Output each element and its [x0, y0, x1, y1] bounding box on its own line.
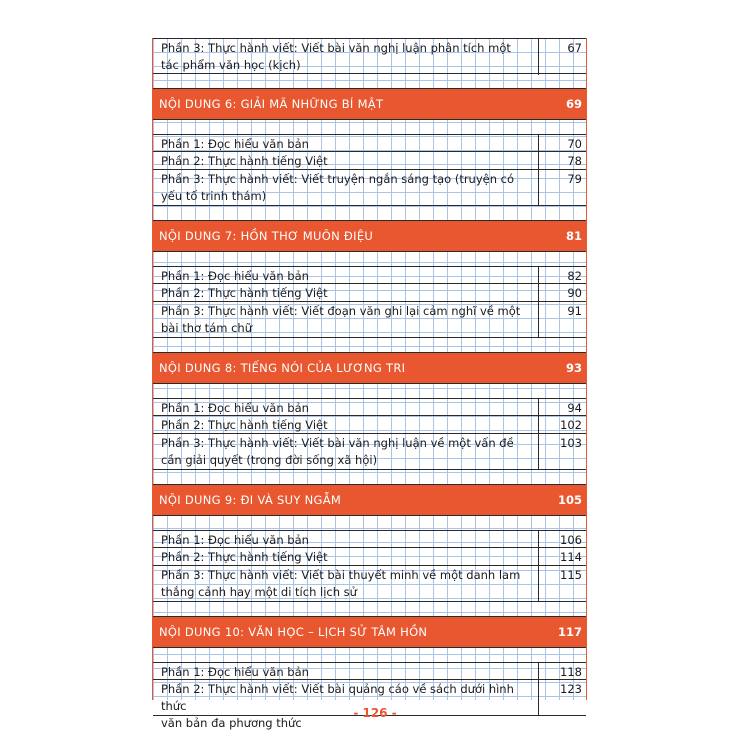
toc-entry-page: 90: [567, 286, 582, 300]
toc-entry-page: 82: [567, 269, 582, 283]
toc-entry-page: 70: [567, 137, 582, 151]
toc-entry-page: 94: [567, 401, 582, 415]
toc-entry-page: 106: [560, 533, 582, 547]
toc-entry-page: 114: [560, 550, 582, 564]
page-number-footer: - 126 -: [353, 706, 397, 720]
section-heading-page: 105: [557, 493, 582, 507]
toc-entry-title: Phần 3: Thực hành viết: Viết đoạn văn ghi lại cảm nghĩ về một bài thơ tám chữ: [161, 304, 521, 335]
section-heading-band: [153, 616, 586, 648]
toc-row: [153, 170, 586, 206]
toc-entry-title: Phần 2: Thực hành tiếng Việt: [161, 550, 328, 564]
toc-row: [153, 530, 586, 548]
toc-entry-page: 78: [567, 154, 582, 168]
toc-entry-title: Phần 1: Đọc hiểu văn bản: [161, 665, 309, 679]
toc-entry-title: Phần 2: Thực hành tiếng Việt: [161, 154, 328, 168]
section-heading-title: NỘI DUNG 7: HỒN THƠ MUÔN ĐIỆU: [159, 229, 374, 243]
toc-entry-title: Phần 1: Đọc hiểu văn bản: [161, 533, 309, 547]
section-heading-title: NỘI DUNG 6: GIẢI MÃ NHỮNG BÍ MẬT: [159, 97, 384, 111]
toc-entry-page: 91: [567, 304, 582, 318]
toc-entry-title: Phần 1: Đọc hiểu văn bản: [161, 401, 309, 415]
section-heading-band: [153, 484, 586, 516]
toc-row: [153, 566, 586, 602]
toc-entry-title: Phần 3: Thực hành viết: Viết bài thuyết minh về một danh lam thắng cảnh hay một di tích lịch sử: [161, 568, 521, 599]
toc-row: [153, 152, 586, 170]
toc-entry-title: Phần 1: Đọc hiểu văn bản: [161, 269, 309, 283]
toc-row: [153, 434, 586, 470]
toc-entry-title: Phần 2: Thực hành tiếng Việt: [161, 286, 328, 300]
section-heading-title: NỘI DUNG 9: ĐI VÀ SUY NGẪM: [159, 493, 342, 507]
toc-entry-title: Phần 3: Thực hành viết: Viết bài văn nghị luận phân tích một tác phẩm văn học (kịch): [161, 41, 511, 72]
toc-entry-title: Phần 2: Thực hành tiếng Việt: [161, 418, 328, 432]
toc-row: [153, 266, 586, 284]
toc-row: [153, 134, 586, 152]
toc-row: [153, 284, 586, 302]
toc-entry-page: 118: [560, 665, 582, 679]
toc-row: [153, 662, 586, 680]
section-heading-band: [153, 88, 586, 120]
section-heading-page: 81: [565, 229, 582, 243]
section-heading-band: [153, 352, 586, 384]
toc-entry-title: Phần 1: Đọc hiểu văn bản: [161, 137, 309, 151]
section-heading-page: 93: [565, 361, 582, 375]
toc-row: [153, 416, 586, 434]
toc-entry-page: 79: [567, 172, 582, 186]
toc-row: [153, 302, 586, 338]
toc-entry-page: 67: [567, 41, 582, 55]
section-heading-title: NỘI DUNG 10: VĂN HỌC – LỊCH SỬ TÂM HỒN: [159, 625, 428, 639]
toc-entry-title: Phần 3: Thực hành viết: Viết bài văn nghị luận về một vấn đề cần giải quyết (trong đời sống xã hội): [161, 436, 514, 467]
toc-entry-page: 103: [560, 436, 582, 450]
section-heading-band: [153, 220, 586, 252]
toc-entry-title: Phần 3: Thực hành viết: Viết truyện ngắn sáng tạo (truyện có yếu tố trinh thám): [161, 172, 515, 203]
toc-entry-title: Phần 2: Thực hành viết: Viết bài quảng cáo về sách dưới hình thức văn bản đa phương thức: [161, 682, 514, 730]
toc-entry-page: 115: [560, 568, 582, 582]
toc-entry-page: 123: [560, 682, 582, 696]
toc-row: [153, 38, 586, 74]
section-heading-title: NỘI DUNG 8: TIẾNG NÓI CỦA LƯƠNG TRI: [159, 361, 406, 375]
toc-row: [153, 548, 586, 566]
toc-row: [153, 398, 586, 416]
toc-entry-page: 102: [560, 418, 582, 432]
section-heading-page: 69: [565, 97, 582, 111]
section-heading-page: 117: [557, 625, 582, 639]
